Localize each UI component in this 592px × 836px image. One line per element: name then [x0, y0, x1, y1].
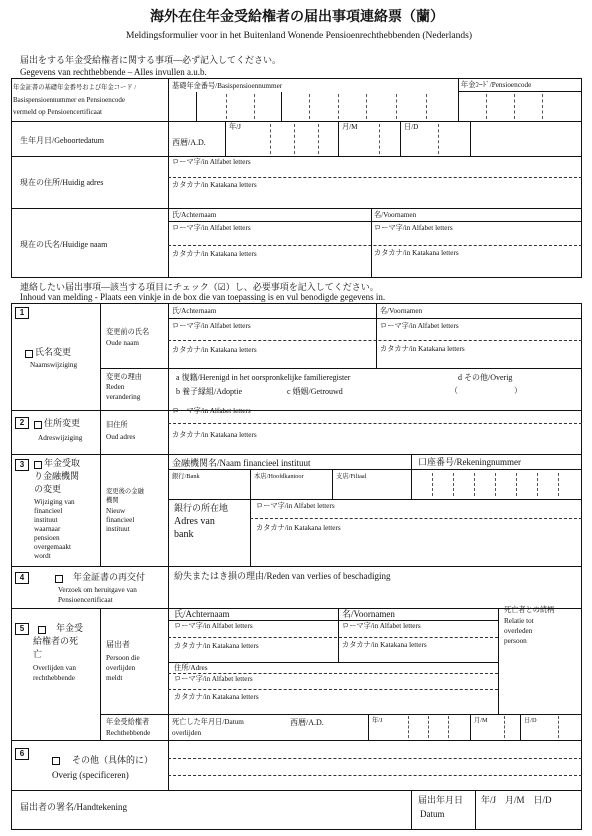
item5-era-label: 西暦/A.D.: [290, 718, 324, 727]
item1-old-name-input[interactable]: [168, 319, 582, 367]
item3-new-nl-2: financieel: [106, 516, 135, 524]
section1-intro-jp: 届出をする年金受給権者に関する事項―必ず記入してください。: [20, 55, 282, 65]
item1-surname-katakana: カタカナ/in Katakana letters: [172, 346, 257, 354]
item1-surname-label: 氏/Achternaam: [172, 307, 217, 315]
item5-title-line3: 亡: [33, 649, 43, 659]
item5-relation-input[interactable]: [499, 650, 581, 712]
item3-checkbox[interactable]: [34, 461, 42, 469]
item5-death-date-nl: overlijden: [172, 729, 202, 737]
item3-title-line1: 年金受取: [44, 458, 81, 468]
address-label: 現在の住所/Huidig adres: [20, 178, 104, 187]
pension-no-label-nl1: Basispensioennummer en Pensioencode: [13, 96, 125, 104]
item5-address-input[interactable]: [300, 674, 496, 712]
item6-other-input[interactable]: [170, 742, 580, 788]
item4-reason-label: 紛失またはき損の理由/Reden van verlies of beschadiging: [174, 571, 391, 581]
item3-title-nl-4: waarnaar: [34, 525, 61, 533]
item1-reason-other-input[interactable]: （ ）: [450, 386, 522, 395]
item1-title-nl: Naamswijziging: [30, 361, 78, 369]
item3-title-nl-2: financieel: [34, 507, 63, 515]
item3-bank-input[interactable]: [168, 480, 411, 498]
item3-bank-loc-jp: 銀行の所在地: [174, 503, 229, 513]
item4-title-nl2: Pensioencertificaat: [58, 596, 113, 604]
pension-no-label-nl2: vermeld op Pensioencertificaat: [13, 108, 103, 116]
item3-bank-loc-nl1: Adres van: [174, 516, 215, 527]
item2-number: 2: [15, 417, 29, 429]
item3-title-nl-1: Wijziging van: [34, 498, 75, 506]
item5-address-label: 住所/Adres: [174, 664, 208, 672]
item5-firstname-katakana: カタカナ/in Katakana letters: [342, 641, 427, 649]
item1-reason-nl2: verandering: [106, 393, 141, 401]
item2-old-jp: 旧住所: [106, 421, 128, 429]
dob-year-input[interactable]: [248, 121, 338, 156]
item5-firstname-label: 名/Voornamen: [342, 609, 395, 619]
item2-katakana-label: カタカナ/in Katakana letters: [172, 431, 257, 439]
item1-title-jp: 氏名変更: [35, 347, 72, 357]
item3-title-nl-7: wordt: [34, 552, 51, 560]
item3-bank-address-input[interactable]: [380, 500, 580, 564]
pension-code-label: 年金ｺｰﾄﾞ/Pensioencode: [461, 81, 532, 89]
item5-holder-nl: Rechthebbende: [106, 729, 151, 737]
item3-inst-name-label: 金融機関名/Naam financieel instituut: [172, 458, 311, 468]
item1-old-nl: Oude naam: [106, 339, 139, 347]
item4-reason-input[interactable]: [170, 585, 580, 607]
submission-date-nl: Datum: [420, 809, 445, 819]
item1-firstname-katakana: カタカナ/in Katakana letters: [380, 345, 465, 353]
name-label: 現在の氏名/Huidige naam: [20, 240, 108, 249]
item5-title-nl1: Overlijden van: [33, 664, 76, 672]
item6-title-nl: Overig (specificeren): [52, 770, 129, 780]
item5-checkbox[interactable]: [38, 626, 46, 634]
item1-checkbox[interactable]: [25, 350, 33, 358]
item1-firstname-alphabet: ローマ字/in Alfabet letters: [380, 322, 459, 330]
item5-year-label: 年/J: [372, 717, 383, 724]
item3-bank-loc-nl2: bank: [174, 529, 194, 540]
item1-reason-c[interactable]: c 婚姻/Getrouwd: [287, 387, 343, 396]
item3-title-nl-6: overgemaakt: [34, 543, 71, 551]
submission-ymd[interactable]: 年/J 月/M 日/D: [481, 795, 552, 805]
basic-no-label: 基礎年金番号/Basispensioennummer: [172, 82, 283, 90]
item4-title-jp: 年金証書の再交付: [73, 572, 146, 582]
firstname-label: 名/Voornamen: [374, 211, 417, 219]
item2-old-address-input[interactable]: [300, 411, 580, 453]
surname-label: 氏/Achternaam: [172, 211, 217, 219]
item5-death-year-input[interactable]: [388, 714, 470, 740]
month-label: 月/M: [342, 123, 358, 131]
pension-code-input[interactable]: [458, 92, 582, 121]
item3-loc-katakana: カタカナ/in Katakana letters: [256, 524, 341, 532]
item5-relation-nl1: Relatie tot: [504, 617, 534, 625]
title-jp: 海外在住年金受給権者の届出事項連絡票（蘭）: [150, 10, 444, 25]
item5-title-nl2: rechthebbende: [33, 674, 75, 682]
address-katakana-label: カタカナ/in Katakana letters: [172, 181, 257, 189]
address-alphabet-label: ローマ字/in Alfabet letters: [172, 158, 251, 166]
item3-new-nl-1: Nieuw: [106, 507, 126, 515]
item2-alphabet-label: ローマ字/in Alfabet letters: [172, 407, 251, 415]
era-label: 西暦/A.D.: [172, 138, 206, 147]
item3-new-jp2: 機関: [106, 497, 119, 504]
signature-input[interactable]: [150, 792, 410, 828]
section2-intro-jp: 連絡したい届出事項―該当する項目にチェック（☑）し、必要事項を記入してください。: [20, 282, 379, 292]
day-label: 日/D: [404, 123, 419, 131]
item1-surname-alphabet: ローマ字/in Alfabet letters: [172, 322, 251, 330]
address-input[interactable]: [300, 159, 580, 206]
item5-month-label: 月/M: [474, 717, 488, 724]
item6-checkbox[interactable]: [52, 757, 60, 765]
surname-katakana-label: カタカナ/in Katakana letters: [172, 250, 257, 258]
item1-old-jp: 変更前の氏名: [106, 328, 150, 336]
submission-date-jp: 届出年月日: [418, 795, 464, 805]
item5-address-alphabet: ローマ字/in Alfabet letters: [174, 675, 253, 683]
item5-notifier-name-input[interactable]: [168, 621, 498, 661]
item5-day-label: 日/D: [524, 717, 537, 724]
item3-title-line2: り金融機関: [34, 471, 80, 481]
item1-reason-jp: 変更の理由: [106, 373, 142, 381]
item3-bank-label: 銀行/Bank: [172, 473, 200, 480]
item3-title-line3: の変更: [34, 484, 62, 494]
item2-checkbox[interactable]: [34, 421, 42, 429]
dob-label: 生年月日/Geboortedatum: [20, 136, 104, 145]
item5-notifier-nl3: meldt: [106, 674, 123, 682]
item1-reason-a[interactable]: a 復籍/Herenigd in het oorspronkelijke familieregister: [176, 373, 351, 382]
title-nl: Meldingsformulier voor in het Buitenland Wonende Pensioenrechthebbenden (Nederlands): [126, 31, 472, 41]
item5-notifier-nl2: overlijden: [106, 664, 136, 672]
item3-branch-label: 支店/Filiaal: [336, 473, 367, 480]
item5-holder-jp: 年金受給権者: [106, 718, 150, 726]
item5-death-month-input[interactable]: [490, 714, 520, 740]
dob-month-input[interactable]: [362, 121, 402, 156]
item5-relation-jp: 死亡者との続柄: [504, 606, 555, 614]
firstname-katakana-label: カタカナ/in Katakana letters: [374, 249, 459, 257]
item4-title-nl1: Verzoek om heruitgave van: [58, 586, 137, 594]
item5-notifier-nl1: Persoon die: [106, 654, 140, 662]
section2-intro-nl: Inhoud van melding - Plaats een vinkje in de box die van toepassing is en vul benodigde gegevens in.: [20, 292, 386, 302]
item4-checkbox[interactable]: [55, 575, 63, 583]
item6-number: 6: [15, 748, 29, 760]
item6-title-jp: その他（具体的に）: [72, 755, 154, 765]
dob-day-input[interactable]: [420, 121, 470, 156]
item5-title-line2: 給権者の死: [33, 636, 79, 646]
basic-pension-no-input[interactable]: [168, 92, 458, 121]
item4-number: 4: [15, 572, 29, 584]
item5-relation-nl2: overleden: [504, 627, 533, 635]
firstname-alphabet-label: ローマ字/in Alfabet letters: [374, 224, 453, 232]
item5-firstname-alphabet: ローマ字/in Alfabet letters: [342, 622, 421, 630]
item1-number: 1: [15, 307, 29, 319]
item3-new-nl-3: instituut: [106, 525, 130, 533]
item5-surname-katakana: カタカナ/in Katakana letters: [174, 642, 259, 650]
current-name-input[interactable]: [168, 222, 582, 278]
item5-surname-alphabet: ローマ字/in Alfabet letters: [174, 622, 253, 630]
pension-no-label-jp: 年金証書の基礎年金番号および年金コード /: [13, 84, 136, 91]
item5-address-katakana: カタカナ/in Katakana letters: [174, 693, 259, 701]
item3-loc-alphabet: ローマ字/in Alfabet letters: [256, 502, 335, 510]
signature-label: 届出者の署名/Handtekening: [20, 802, 127, 812]
item3-title-nl-5: pensioen: [34, 534, 60, 542]
item1-reason-d[interactable]: d その他/Overig: [458, 373, 513, 382]
item3-number: 3: [15, 459, 29, 471]
surname-alphabet-label: ローマ字/in Alfabet letters: [172, 224, 251, 232]
item2-title-jp: 住所変更: [44, 418, 81, 428]
item3-account-no-input[interactable]: [411, 470, 582, 499]
item3-title-nl-3: instituut: [34, 516, 58, 524]
item1-reason-b[interactable]: b 養子縁組/Adoptie: [176, 387, 242, 396]
item1-reason-nl1: Reden: [106, 383, 125, 391]
section1-intro-nl: Gegevens van rechthebbende – Alles invullen a.u.b.: [20, 67, 207, 77]
item5-death-date-jp: 死亡した年月日/Datum: [172, 718, 244, 726]
item5-title-line1: 年金受: [56, 623, 84, 633]
item5-number: 5: [15, 623, 29, 635]
item3-head-office-label: 本店/Hoofdkantoor: [254, 473, 304, 480]
item3-new-jp: 変更後の金融: [106, 488, 144, 495]
item5-death-day-input[interactable]: [540, 714, 580, 740]
item5-notifier-jp: 届出者: [106, 640, 130, 649]
item3-account-label: 口座番号/Rekeningnummer: [418, 457, 521, 467]
item2-title-nl: Adreswijziging: [38, 434, 83, 442]
item5-surname-label: 氏/Achternaam: [174, 609, 230, 619]
item1-firstname-label: 名/Voornamen: [380, 307, 423, 315]
item5-relation-nl3: persoon: [504, 637, 527, 645]
item2-old-nl: Oud adres: [106, 433, 136, 441]
year-label: 年/J: [229, 123, 241, 131]
